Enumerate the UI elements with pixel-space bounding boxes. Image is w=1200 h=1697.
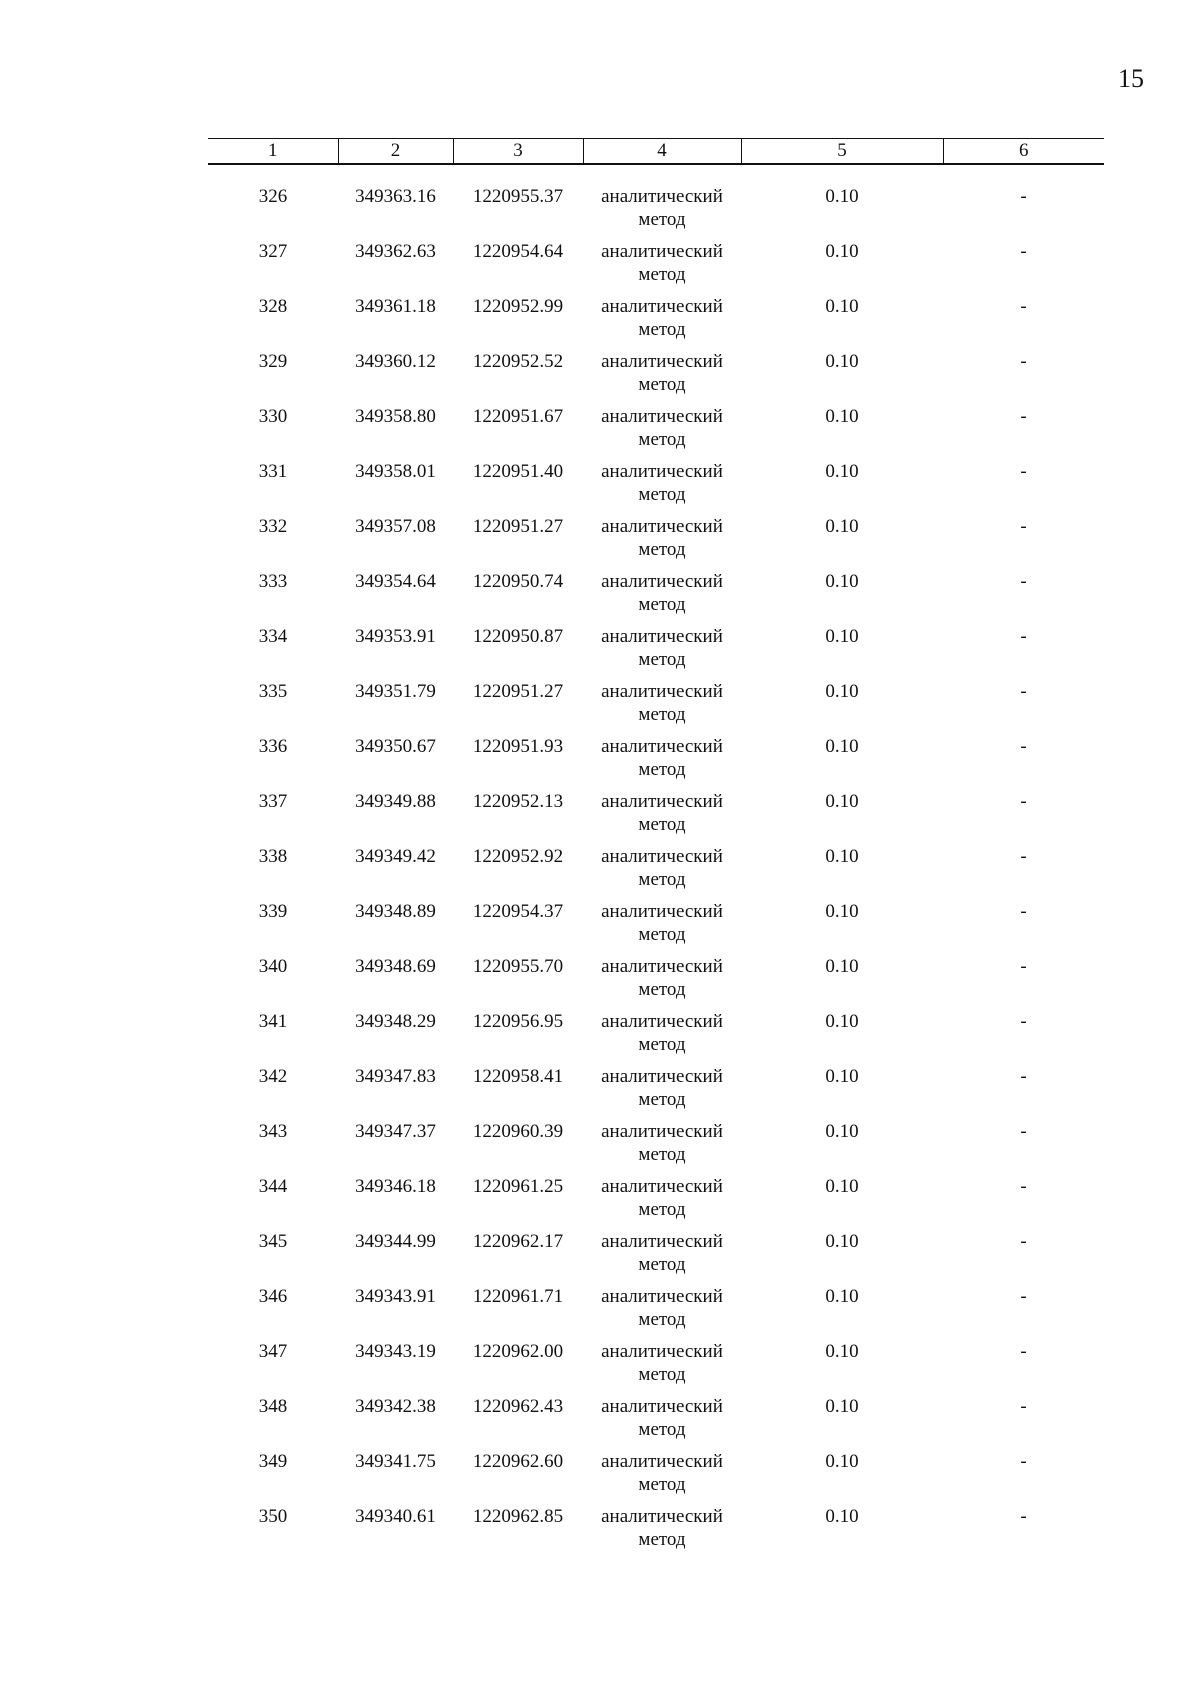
coordinate-x-cell: 349350.67 <box>355 736 436 757</box>
point-number-cell: 339 <box>258 901 288 922</box>
point-number-cell: 335 <box>258 681 288 702</box>
coordinate-y-cell: 1220950.87 <box>472 626 564 647</box>
table-row <box>208 570 1104 625</box>
table-row <box>208 405 1104 460</box>
table-row <box>208 845 1104 900</box>
method-line-2: метод <box>638 429 686 450</box>
method-line-2: метод <box>638 704 686 725</box>
table-row <box>208 350 1104 405</box>
table-row <box>208 240 1104 295</box>
coordinate-y-cell: 1220952.13 <box>472 791 564 812</box>
method-line-1: аналитический <box>601 1506 723 1527</box>
coordinate-x-cell: 349354.64 <box>355 571 436 592</box>
coordinate-y-cell: 1220954.37 <box>472 901 564 922</box>
coordinate-y-cell: 1220962.60 <box>472 1451 564 1472</box>
accuracy-cell: 0.10 <box>825 186 859 207</box>
method-cell <box>583 350 741 405</box>
method-line-1: аналитический <box>601 351 723 372</box>
method-line-1: аналитический <box>601 1451 723 1472</box>
method-line-2: метод <box>638 1364 686 1385</box>
coordinate-x-cell: 349353.91 <box>355 626 436 647</box>
method-line-2: метод <box>638 1419 686 1440</box>
coordinate-x-cell: 349340.61 <box>355 1506 436 1527</box>
page-number: 15 <box>1118 64 1144 93</box>
coordinate-x-cell: 349341.75 <box>355 1451 436 1472</box>
point-number-cell: 344 <box>258 1176 288 1197</box>
method-line-1: аналитический <box>601 241 723 262</box>
method-cell <box>583 515 741 570</box>
point-number-cell: 349 <box>258 1451 288 1472</box>
coordinate-x-cell: 349347.83 <box>355 1066 436 1087</box>
table-row <box>208 1450 1104 1505</box>
method-cell <box>583 1395 741 1450</box>
method-line-1: аналитический <box>601 1066 723 1087</box>
coordinates-table <box>208 138 1104 1560</box>
accuracy-cell: 0.10 <box>825 406 859 427</box>
column-header: 2 <box>338 139 453 165</box>
column-header: 5 <box>741 139 943 165</box>
method-line-1: аналитический <box>601 1011 723 1032</box>
table-row <box>208 900 1104 955</box>
description-cell: - <box>1020 681 1027 702</box>
method-line-2: метод <box>638 264 686 285</box>
table-row <box>208 295 1104 350</box>
description-cell: - <box>1020 1396 1027 1417</box>
coordinate-x-cell: 349347.37 <box>355 1121 436 1142</box>
description-cell: - <box>1020 406 1027 427</box>
coordinate-y-cell: 1220955.37 <box>472 186 564 207</box>
description-cell: - <box>1020 461 1027 482</box>
point-number-cell: 327 <box>258 241 288 262</box>
method-line-2: метод <box>638 1529 686 1550</box>
description-cell: - <box>1020 1176 1027 1197</box>
method-line-2: метод <box>638 1034 686 1055</box>
method-cell <box>583 625 741 680</box>
coordinate-x-cell: 349348.29 <box>355 1011 436 1032</box>
accuracy-cell: 0.10 <box>825 1011 859 1032</box>
accuracy-cell: 0.10 <box>825 1066 859 1087</box>
point-number-cell: 345 <box>258 1231 288 1252</box>
method-line-2: метод <box>638 319 686 340</box>
method-line-1: аналитический <box>601 1231 723 1252</box>
method-cell <box>583 680 741 735</box>
description-cell: - <box>1020 1121 1027 1142</box>
method-line-1: аналитический <box>601 406 723 427</box>
description-cell: - <box>1020 241 1027 262</box>
coordinate-x-cell: 349343.91 <box>355 1286 436 1307</box>
point-number-cell: 334 <box>258 626 288 647</box>
method-line-1: аналитический <box>601 186 723 207</box>
method-line-2: метод <box>638 1199 686 1220</box>
point-number-cell: 331 <box>258 461 288 482</box>
coordinate-x-cell: 349344.99 <box>355 1231 436 1252</box>
method-line-1: аналитический <box>601 571 723 592</box>
coordinate-x-cell: 349348.89 <box>355 901 436 922</box>
method-line-2: метод <box>638 924 686 945</box>
table-row <box>208 1120 1104 1175</box>
method-cell <box>583 1505 741 1560</box>
table-header-row <box>208 139 1104 165</box>
table-row <box>208 1175 1104 1230</box>
table-row <box>208 1010 1104 1065</box>
method-line-1: аналитический <box>601 846 723 867</box>
column-header: 4 <box>583 139 741 165</box>
method-cell <box>583 1065 741 1120</box>
description-cell: - <box>1020 901 1027 922</box>
column-header: 6 <box>943 139 1104 165</box>
method-line-1: аналитический <box>601 736 723 757</box>
method-cell <box>583 1120 741 1175</box>
point-number-cell: 329 <box>258 351 288 372</box>
accuracy-cell: 0.10 <box>825 1231 859 1252</box>
description-cell: - <box>1020 1341 1027 1362</box>
coordinate-y-cell: 1220951.40 <box>472 461 564 482</box>
table-row <box>208 460 1104 515</box>
accuracy-cell: 0.10 <box>825 351 859 372</box>
coordinate-y-cell: 1220951.67 <box>472 406 564 427</box>
description-cell: - <box>1020 296 1027 317</box>
coordinate-y-cell: 1220955.70 <box>472 956 564 977</box>
accuracy-cell: 0.10 <box>825 626 859 647</box>
point-number-cell: 338 <box>258 846 288 867</box>
accuracy-cell: 0.10 <box>825 901 859 922</box>
table-row <box>208 625 1104 680</box>
description-cell: - <box>1020 1451 1027 1472</box>
coordinate-y-cell: 1220951.27 <box>472 516 564 537</box>
description-cell: - <box>1020 791 1027 812</box>
coordinate-x-cell: 349362.63 <box>355 241 436 262</box>
accuracy-cell: 0.10 <box>825 241 859 262</box>
point-number-cell: 332 <box>258 516 288 537</box>
method-line-2: метод <box>638 484 686 505</box>
table-row <box>208 185 1104 240</box>
method-line-2: метод <box>638 1089 686 1110</box>
method-cell <box>583 900 741 955</box>
coordinate-y-cell: 1220962.43 <box>472 1396 564 1417</box>
table-row <box>208 790 1104 845</box>
coordinate-x-cell: 349348.69 <box>355 956 436 977</box>
coordinate-y-cell: 1220952.92 <box>472 846 564 867</box>
coordinate-x-cell: 349351.79 <box>355 681 436 702</box>
method-line-1: аналитический <box>601 516 723 537</box>
description-cell: - <box>1020 1011 1027 1032</box>
coordinate-y-cell: 1220950.74 <box>472 571 564 592</box>
method-cell <box>583 790 741 845</box>
coordinate-x-cell: 349343.19 <box>355 1341 436 1362</box>
accuracy-cell: 0.10 <box>825 1121 859 1142</box>
accuracy-cell: 0.10 <box>825 1286 859 1307</box>
description-cell: - <box>1020 626 1027 647</box>
method-cell <box>583 1230 741 1285</box>
accuracy-cell: 0.10 <box>825 956 859 977</box>
accuracy-cell: 0.10 <box>825 516 859 537</box>
table-row <box>208 1065 1104 1120</box>
point-number-cell: 347 <box>258 1341 288 1362</box>
description-cell: - <box>1020 956 1027 977</box>
method-line-1: аналитический <box>601 626 723 647</box>
method-line-1: аналитический <box>601 296 723 317</box>
method-line-2: метод <box>638 814 686 835</box>
description-cell: - <box>1020 846 1027 867</box>
method-cell <box>583 185 741 240</box>
method-cell <box>583 460 741 515</box>
point-number-cell: 326 <box>258 186 288 207</box>
method-line-2: метод <box>638 759 686 780</box>
point-number-cell: 342 <box>258 1066 288 1087</box>
coordinate-y-cell: 1220951.93 <box>472 736 564 757</box>
point-number-cell: 340 <box>258 956 288 977</box>
coordinate-y-cell: 1220960.39 <box>472 1121 564 1142</box>
point-number-cell: 350 <box>258 1506 288 1527</box>
description-cell: - <box>1020 1231 1027 1252</box>
method-line-1: аналитический <box>601 956 723 977</box>
method-line-2: метод <box>638 869 686 890</box>
coordinate-x-cell: 349346.18 <box>355 1176 436 1197</box>
description-cell: - <box>1020 186 1027 207</box>
coordinate-y-cell: 1220952.52 <box>472 351 564 372</box>
accuracy-cell: 0.10 <box>825 296 859 317</box>
coordinate-y-cell: 1220961.71 <box>472 1286 564 1307</box>
description-cell: - <box>1020 571 1027 592</box>
method-line-2: метод <box>638 594 686 615</box>
method-line-2: метод <box>638 539 686 560</box>
table-row <box>208 1395 1104 1450</box>
accuracy-cell: 0.10 <box>825 571 859 592</box>
coordinate-x-cell: 349357.08 <box>355 516 436 537</box>
method-cell <box>583 845 741 900</box>
method-line-2: метод <box>638 1309 686 1330</box>
method-line-2: метод <box>638 649 686 670</box>
method-line-2: метод <box>638 1254 686 1275</box>
coordinate-y-cell: 1220962.85 <box>472 1506 564 1527</box>
method-cell <box>583 1285 741 1340</box>
coordinate-x-cell: 349360.12 <box>355 351 436 372</box>
coordinate-y-cell: 1220951.27 <box>472 681 564 702</box>
method-line-2: метод <box>638 1474 686 1495</box>
coordinate-y-cell: 1220958.41 <box>472 1066 564 1087</box>
coordinate-x-cell: 349358.80 <box>355 406 436 427</box>
method-cell <box>583 1010 741 1065</box>
accuracy-cell: 0.10 <box>825 1396 859 1417</box>
accuracy-cell: 0.10 <box>825 846 859 867</box>
method-cell <box>583 405 741 460</box>
method-line-1: аналитический <box>601 681 723 702</box>
coordinate-x-cell: 349342.38 <box>355 1396 436 1417</box>
coordinate-x-cell: 349349.88 <box>355 791 436 812</box>
method-line-2: метод <box>638 209 686 230</box>
description-cell: - <box>1020 1066 1027 1087</box>
point-number-cell: 341 <box>258 1011 288 1032</box>
method-line-1: аналитический <box>601 791 723 812</box>
description-cell: - <box>1020 516 1027 537</box>
method-cell <box>583 570 741 625</box>
table-body <box>208 164 1104 1560</box>
method-cell <box>583 1450 741 1505</box>
accuracy-cell: 0.10 <box>825 1506 859 1527</box>
point-number-cell: 337 <box>258 791 288 812</box>
table-row <box>208 1340 1104 1395</box>
point-number-cell: 348 <box>258 1396 288 1417</box>
description-cell: - <box>1020 1506 1027 1527</box>
table-row <box>208 1230 1104 1285</box>
accuracy-cell: 0.10 <box>825 791 859 812</box>
accuracy-cell: 0.10 <box>825 1176 859 1197</box>
column-header: 1 <box>208 139 338 165</box>
accuracy-cell: 0.10 <box>825 681 859 702</box>
coordinate-x-cell: 349361.18 <box>355 296 436 317</box>
coordinate-x-cell: 349358.01 <box>355 461 436 482</box>
point-number-cell: 336 <box>258 736 288 757</box>
method-cell <box>583 1340 741 1395</box>
method-cell <box>583 955 741 1010</box>
description-cell: - <box>1020 736 1027 757</box>
method-line-2: метод <box>638 979 686 1000</box>
accuracy-cell: 0.10 <box>825 1451 859 1472</box>
description-cell: - <box>1020 351 1027 372</box>
point-number-cell: 346 <box>258 1286 288 1307</box>
method-line-2: метод <box>638 1144 686 1165</box>
method-line-2: метод <box>638 374 686 395</box>
method-line-1: аналитический <box>601 461 723 482</box>
coordinate-x-cell: 349349.42 <box>355 846 436 867</box>
method-line-1: аналитический <box>601 901 723 922</box>
table-row <box>208 735 1104 790</box>
method-line-1: аналитический <box>601 1176 723 1197</box>
accuracy-cell: 0.10 <box>825 1341 859 1362</box>
point-number-cell: 328 <box>258 296 288 317</box>
point-number-cell: 343 <box>258 1121 288 1142</box>
method-line-1: аналитический <box>601 1396 723 1417</box>
coordinate-y-cell: 1220961.25 <box>472 1176 564 1197</box>
point-number-cell: 333 <box>258 571 288 592</box>
coordinate-x-cell: 349363.16 <box>355 186 436 207</box>
table-row <box>208 1285 1104 1340</box>
coordinate-y-cell: 1220962.17 <box>472 1231 564 1252</box>
method-cell <box>583 240 741 295</box>
table-row <box>208 515 1104 570</box>
coordinate-y-cell: 1220952.99 <box>472 296 564 317</box>
coordinate-y-cell: 1220962.00 <box>472 1341 564 1362</box>
method-line-1: аналитический <box>601 1286 723 1307</box>
method-cell <box>583 1175 741 1230</box>
accuracy-cell: 0.10 <box>825 736 859 757</box>
accuracy-cell: 0.10 <box>825 461 859 482</box>
table-row <box>208 1505 1104 1560</box>
method-cell <box>583 735 741 790</box>
point-number-cell: 330 <box>258 406 288 427</box>
column-header: 3 <box>453 139 583 165</box>
method-line-1: аналитический <box>601 1121 723 1142</box>
coordinate-y-cell: 1220954.64 <box>472 241 564 262</box>
table-row <box>208 680 1104 735</box>
table-row <box>208 955 1104 1010</box>
method-cell <box>583 295 741 350</box>
method-line-1: аналитический <box>601 1341 723 1362</box>
coordinate-y-cell: 1220956.95 <box>472 1011 564 1032</box>
description-cell: - <box>1020 1286 1027 1307</box>
